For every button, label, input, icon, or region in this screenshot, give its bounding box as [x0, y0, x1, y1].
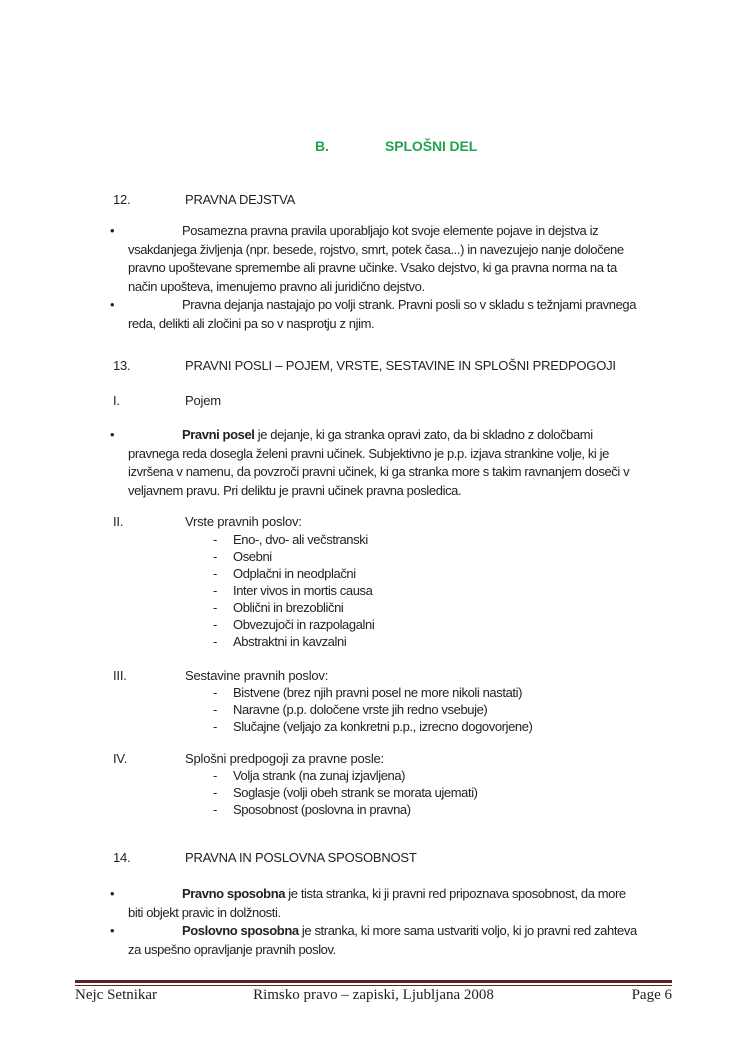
section-number: 12. [113, 192, 131, 207]
list-item [0, 718, 750, 735]
dash-marker: - [213, 617, 217, 632]
list-item [0, 767, 750, 784]
dash-list [0, 684, 750, 735]
bold-lead-in: Pravni posel [182, 427, 255, 442]
bullet-marker: • [110, 886, 115, 901]
subsection-heading-text: Sestavine pravnih poslov: [185, 668, 329, 683]
dash-marker: - [213, 583, 217, 598]
list-item [0, 531, 750, 548]
paragraph-line: Posamezna pravna pravila uporabljajo kot svoje elemente pojave in dejstva iz [182, 223, 599, 238]
bold-lead-in: Pravno sposobna [182, 886, 286, 901]
bullet-paragraph [0, 426, 750, 500]
dash-marker: - [213, 685, 217, 700]
dash-marker: - [213, 549, 217, 564]
list-item-text: Odplačni in neodplačni [233, 566, 356, 581]
list-item [0, 582, 750, 599]
page-footer [75, 987, 672, 1004]
paragraph-line: reda, delikti ali zločini pa so v nasprotju z njim. [128, 315, 375, 331]
subsection-3-heading [0, 667, 750, 685]
paragraph-line: način upošteva, imenujemo pravno ali juridično dejstvo. [128, 278, 425, 294]
list-item-text: Oblični in brezoblični [233, 600, 344, 615]
paragraph-text: je tista stranka, ki ji pravni red pripoznava sposobnost, da more [285, 886, 626, 901]
dash-marker: - [213, 634, 217, 649]
section-heading-text: PRAVNI POSLI – POJEM, VRSTE, SESTAVINE IN SPLOŠNI PREDPOGOJI [185, 358, 616, 373]
subsection-numeral: III. [113, 668, 127, 683]
paragraph-line: za uspešno opravljanje pravnih poslov. [128, 941, 336, 957]
subsection-heading-text: Vrste pravnih poslov: [185, 514, 302, 529]
bullet-marker: • [110, 297, 115, 312]
footer-page-number: Page 6 [631, 987, 672, 1003]
list-item [0, 616, 750, 633]
section-14-heading [0, 849, 750, 867]
list-item-text: Abstraktni in kavzalni [233, 634, 347, 649]
dash-marker: - [213, 532, 217, 547]
section-heading-text: PRAVNA IN POSLOVNA SPOSOBNOST [185, 850, 417, 865]
bullet-marker: • [110, 923, 115, 938]
dash-marker: - [213, 719, 217, 734]
dash-marker: - [213, 768, 217, 783]
footer-divider [75, 980, 672, 986]
list-item [0, 548, 750, 565]
subsection-1-heading [0, 392, 750, 410]
subsection-numeral: II. [113, 514, 124, 529]
section-13-heading [0, 357, 750, 375]
paragraph-line: pravnega reda dosegla želeni pravni učinek. Subjektivno je p.p. izjava strankine volje, ki je [128, 445, 609, 461]
list-item-text: Volja strank (na zunaj izjavljena) [233, 768, 406, 783]
list-item [0, 701, 750, 718]
dash-marker: - [213, 566, 217, 581]
subsection-heading-text: Pojem [185, 393, 221, 408]
list-item-text: Sposobnost (poslovna in pravna) [233, 802, 411, 817]
section-heading-text: PRAVNA DEJSTVA [185, 192, 296, 207]
paragraph-line: pravno upoštevane spremembe ali pravne učinke. Vsako dejstvo, ki ga pravna norma na ta [128, 260, 617, 275]
paragraph-line [128, 426, 750, 445]
paragraph-line: biti objekt pravic in dolžnosti. [128, 904, 281, 920]
list-item-text: Eno-, dvo- ali večstranski [233, 532, 368, 547]
paragraph-line [128, 922, 750, 941]
paragraph-text: je dejanje, ki ga stranka opravi zato, da bi skladno z določbami [254, 427, 593, 442]
subsection-numeral: IV. [113, 751, 128, 766]
bullet-paragraph [0, 922, 750, 959]
list-item [0, 684, 750, 701]
subsection-4-heading [0, 750, 750, 768]
subsection-heading-text: Splošni predpogoji za pravne posle: [185, 751, 384, 766]
bullet-paragraph [0, 296, 750, 333]
paragraph-line: vsakdanjega življenja (npr. besede, rojstvo, smrt, potek časa...) in navezujejo nanje določene [128, 241, 624, 257]
subsection-2-heading [0, 513, 750, 531]
list-item [0, 565, 750, 582]
list-item [0, 801, 750, 818]
dash-marker: - [213, 785, 217, 800]
bullet-marker: • [110, 223, 115, 238]
section-12-heading [0, 191, 750, 209]
list-item-text: Soglasje (volji obeh strank se morata ujemati) [233, 785, 478, 800]
footer-author: Nejc Setnikar [75, 987, 158, 1003]
list-item [0, 784, 750, 801]
dash-marker: - [213, 802, 217, 817]
section-number: 13. [113, 358, 131, 373]
bullet-paragraph [0, 885, 750, 922]
paragraph-line: Pravna dejanja nastajajo po volji strank. Pravni posli so v skladu s težnjami pravnega [182, 297, 637, 312]
footer-document-title: Rimsko pravo – zapiski, Ljubljana 2008 [253, 987, 494, 1003]
title-index: B. [315, 138, 329, 154]
section-number: 14. [113, 850, 131, 865]
list-item-text: Obvezujoči in razpolagalni [233, 617, 375, 632]
list-item-text: Slučajne (veljajo za konkretni p.p., izrecno dogovorjene) [233, 719, 533, 734]
paragraph-line [128, 885, 750, 904]
list-item-text: Naravne (p.p. določene vrste jih redno vsebuje) [233, 702, 488, 717]
paragraph-line: izvršena v namenu, da povzroči pravni učinek, ki ga stranka more s takim ravnanjem doseči v [128, 464, 630, 479]
paragraph-line: veljavnem pravu. Pri deliktu je pravni učinek pravna posledica. [128, 482, 462, 498]
list-item [0, 599, 750, 616]
title-label: SPLOŠNI DEL [385, 138, 478, 154]
list-item-text: Bistvene (brez njih pravni posel ne more nikoli nastati) [233, 685, 523, 700]
bullet-paragraph [0, 222, 750, 296]
dash-marker: - [213, 702, 217, 717]
dash-list [0, 767, 750, 818]
dash-marker: - [213, 600, 217, 615]
list-item-text: Inter vivos in mortis causa [233, 583, 373, 598]
list-item-text: Osebni [233, 549, 272, 564]
dash-list [0, 531, 750, 650]
list-item [0, 633, 750, 650]
page-title [0, 138, 750, 154]
bullet-marker: • [110, 427, 115, 442]
subsection-numeral: I. [113, 393, 120, 408]
paragraph-text: je stranka, ki more sama ustvariti voljo, ki jo pravni red zahteva [298, 923, 637, 938]
bold-lead-in: Poslovno sposobna [182, 923, 299, 938]
